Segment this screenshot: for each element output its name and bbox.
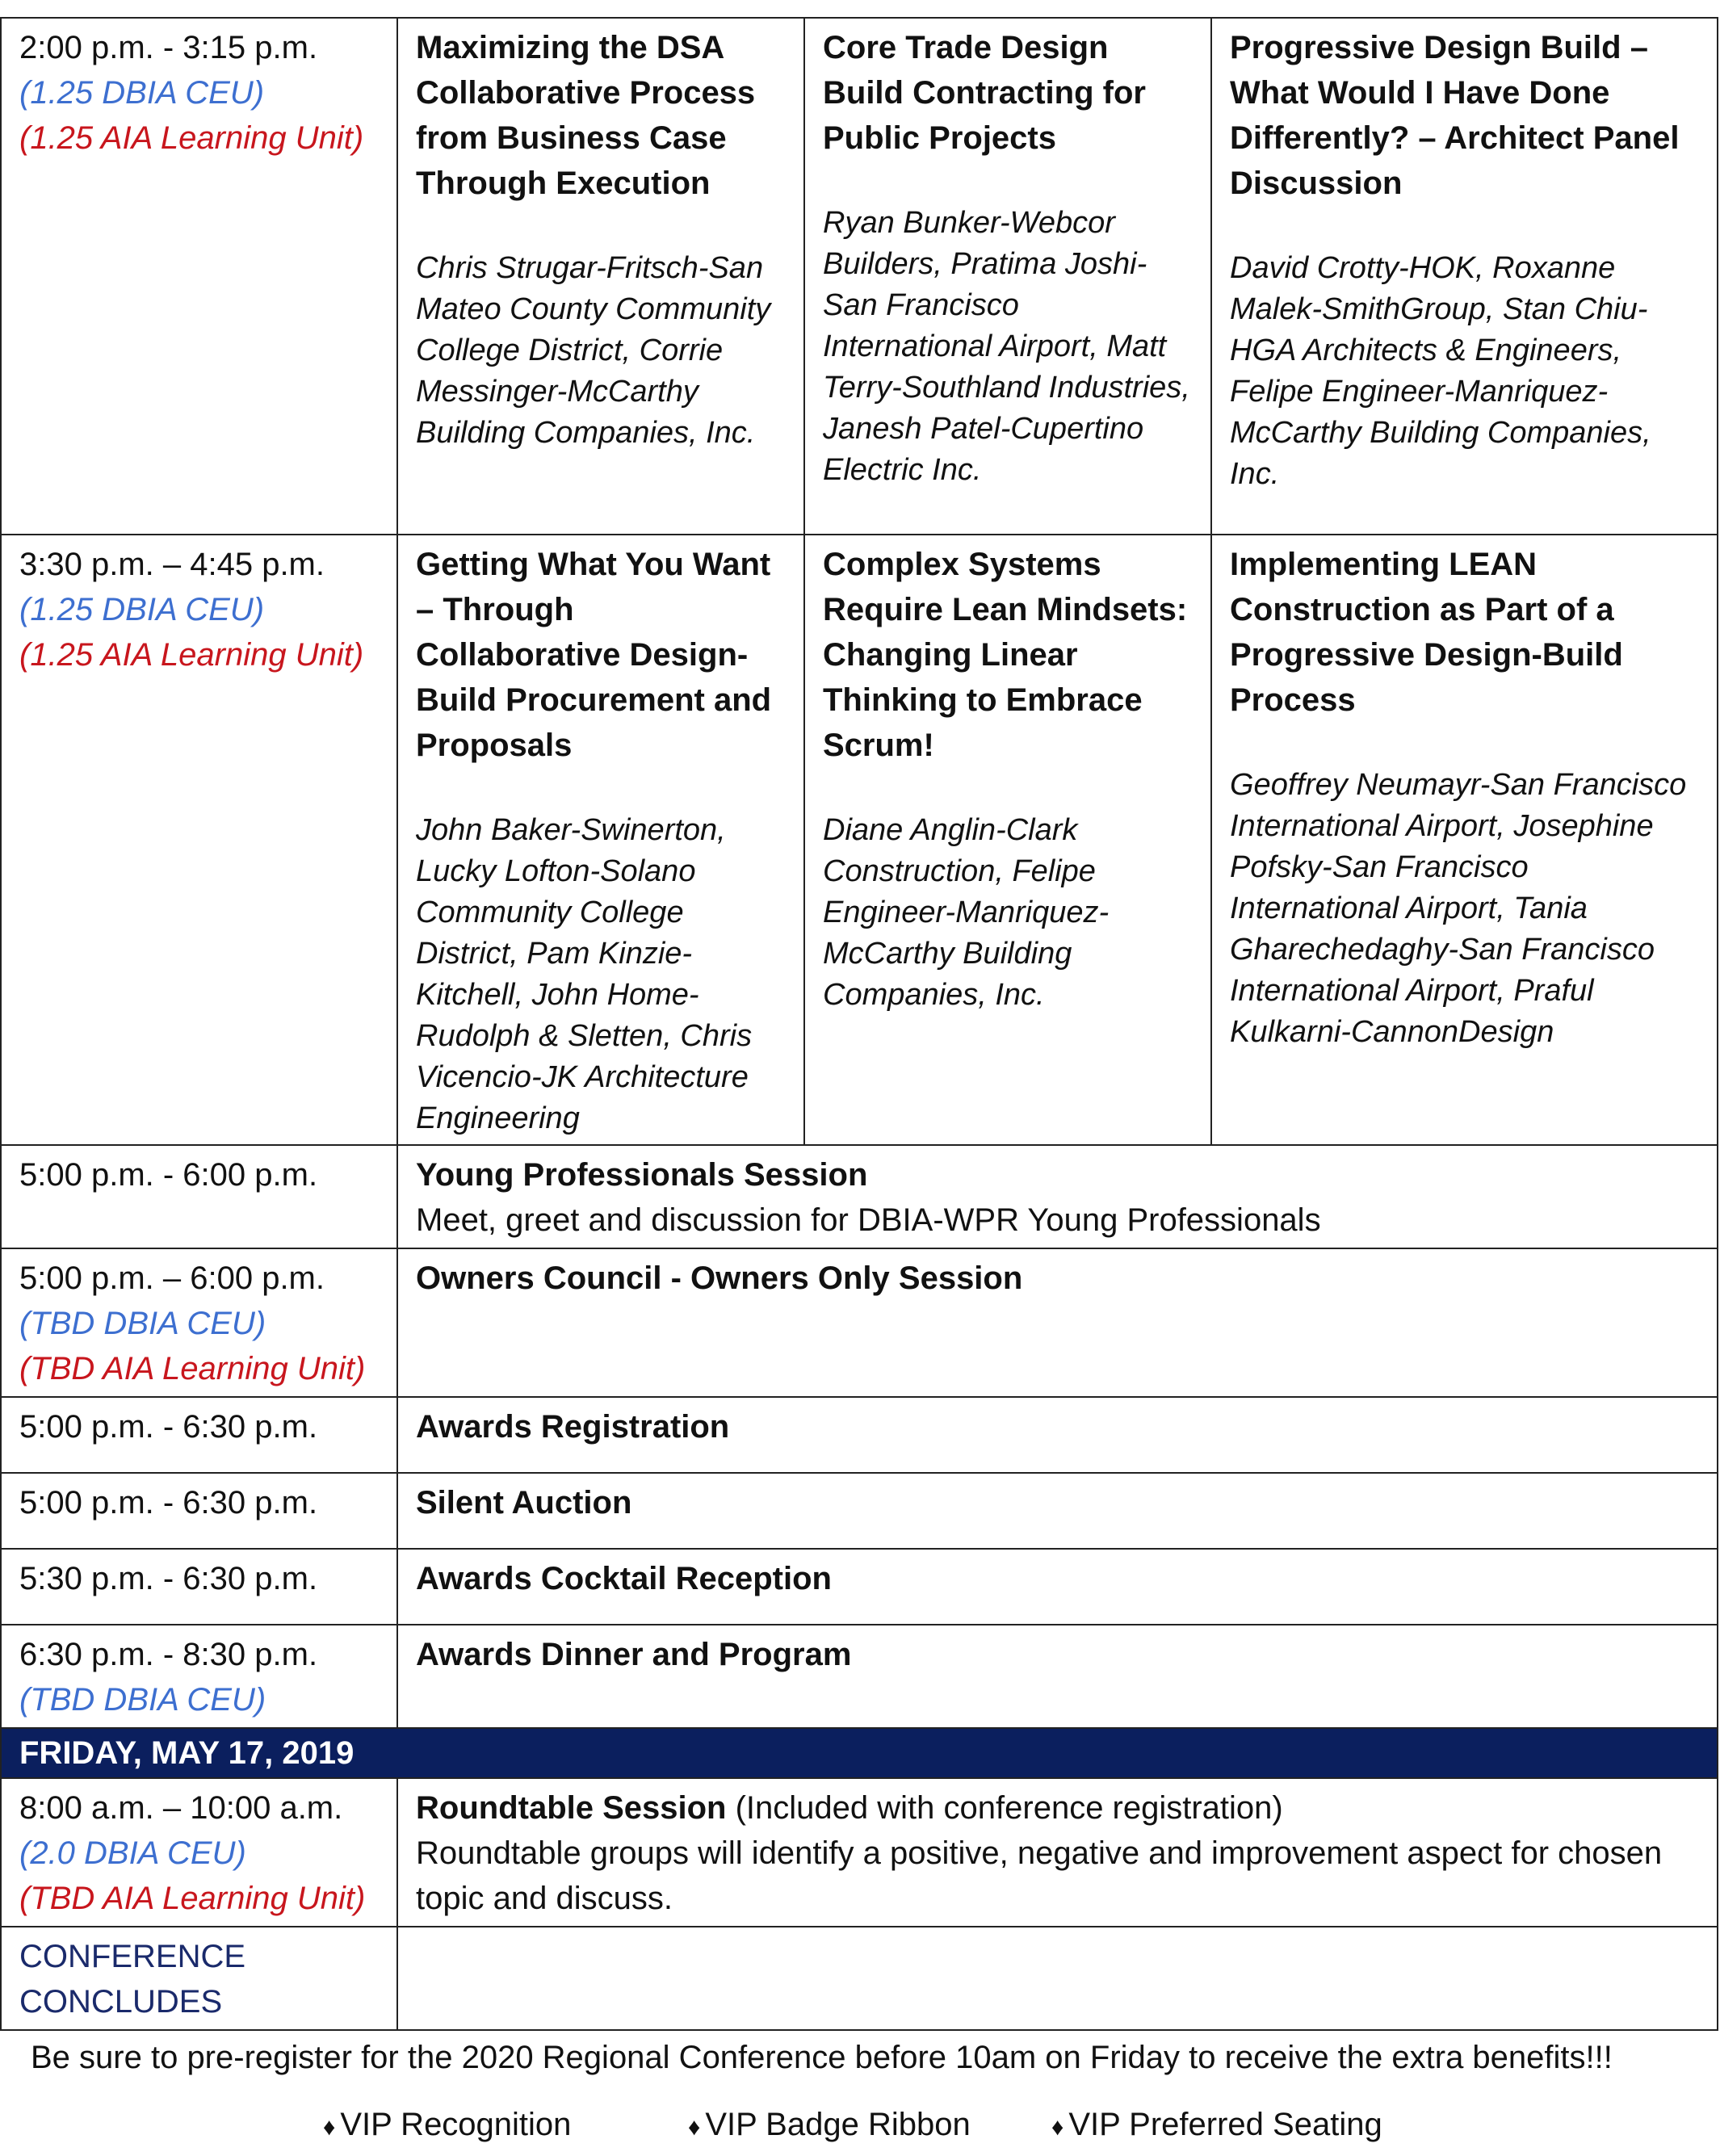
session-cell [397, 1397, 1718, 1473]
session-title: Implementing LEAN Construction as Part of a Progressive Design-Build Process [1230, 547, 1623, 718]
empty-cell [397, 1927, 1718, 2030]
owners-council-row [1, 1248, 1718, 1397]
session-description: Roundtable groups will identify a positive, negative and improvement aspect for chosen topic and discuss. [416, 1835, 1663, 1916]
agenda-table [0, 17, 1718, 2031]
session-heading [416, 1785, 1699, 1831]
session-title: Roundtable Session [416, 1790, 727, 1826]
track-cell [1211, 18, 1718, 535]
session-title: Silent Auction [416, 1485, 632, 1521]
diamond-bullet-icon: ♦ [688, 2114, 701, 2141]
time-cell [1, 535, 397, 1145]
aia-learning-unit: (1.25 AIA Learning Unit) [19, 120, 364, 156]
roundtable-row [1, 1778, 1718, 1927]
session-speakers: Geoffrey Neumayr-San Francisco International Airport, Josephine Pofsky-San Francisco International Airport, Tania Gharechedaghy-San Francisco International Airport, Praful Kulkarni-CannonDesign [1230, 768, 1687, 1049]
session-title: Getting What You Want – Through Collaborative Design-Build Procurement and Proposals [416, 547, 772, 763]
vip-benefit-label: VIP Preferred Seating [1068, 2107, 1382, 2142]
track-cell [804, 535, 1211, 1145]
session-speakers: Diane Anglin-Clark Construction, Felipe Engineer-Manriquez-McCarthy Building Companies, Inc. [823, 813, 1110, 1012]
aia-learning-unit: (TBD AIA Learning Unit) [19, 1351, 366, 1386]
awards-registration-row [1, 1397, 1718, 1473]
session-speakers: Chris Strugar-Fritsch-San Mateo County Community College District, Corrie Messinger-McCarthy Building Companies, Inc. [416, 251, 771, 450]
dbia-ceu: (1.25 DBIA CEU) [19, 592, 265, 627]
track-cell [397, 18, 804, 535]
session-cell [397, 1473, 1718, 1549]
time-cell [1, 1145, 397, 1248]
track-cell [397, 535, 804, 1145]
vip-benefit-item [688, 2102, 971, 2150]
session-title: Complex Systems Require Lean Mindsets: Changing Linear Thinking to Embrace Scrum! [823, 547, 1188, 763]
session-note: (Included with conference registration) [726, 1790, 1283, 1826]
session-time: 2:00 p.m. - 3:15 p.m. [19, 30, 318, 65]
time-cell [1, 1625, 397, 1728]
session-cell [397, 1778, 1718, 1927]
session-title: Awards Registration [416, 1409, 730, 1445]
session-speakers: Ryan Bunker-Webcor Builders, Pratima Joshi-San Francisco International Airport, Matt Terry-Southland Industries, Janesh Patel-Cupertino Electric Inc. [823, 206, 1190, 487]
session-description: Meet, greet and discussion for DBIA-WPR Young Professionals [416, 1202, 1321, 1238]
dbia-ceu: (1.25 DBIA CEU) [19, 75, 265, 111]
time-cell [1, 1549, 397, 1625]
aia-learning-unit: (1.25 AIA Learning Unit) [19, 637, 364, 673]
day-header-row [1, 1728, 1718, 1778]
session-time: 5:00 p.m. - 6:30 p.m. [19, 1409, 318, 1445]
conclusion-row [1, 1927, 1718, 2030]
session-time: 6:30 p.m. - 8:30 p.m. [19, 1637, 318, 1672]
session-title: Young Professionals Session [416, 1157, 868, 1193]
day-header: FRIDAY, MAY 17, 2019 [1, 1728, 1718, 1778]
session-cell [397, 1625, 1718, 1728]
dbia-ceu: (TBD DBIA CEU) [19, 1306, 266, 1341]
conclusion-line-2: CONCLUDES [19, 1984, 223, 2020]
time-cell [1, 1473, 397, 1549]
session-title: Progressive Design Build – What Would I Have Done Differently? – Architect Panel Discussion [1230, 30, 1680, 201]
time-cell [1, 1927, 397, 2030]
awards-dinner-row [1, 1625, 1718, 1728]
aia-learning-unit: (TBD AIA Learning Unit) [19, 1881, 366, 1916]
session-time: 5:00 p.m. – 6:00 p.m. [19, 1260, 325, 1296]
session-title: Core Trade Design Build Contracting for Public Projects [823, 30, 1146, 156]
session-row-block-2 [1, 535, 1718, 1145]
session-time: 5:30 p.m. - 6:30 p.m. [19, 1561, 318, 1596]
session-title: Awards Cocktail Reception [416, 1561, 832, 1596]
dbia-ceu: (2.0 DBIA CEU) [19, 1835, 246, 1871]
session-time: 3:30 p.m. – 4:45 p.m. [19, 547, 325, 582]
track-cell [1211, 535, 1718, 1145]
time-cell [1, 18, 397, 535]
preregister-note: Be sure to pre-register for the 2020 Regional Conference before 10am on Friday to receive the extra benefits!!! [31, 2040, 1613, 2075]
session-time: 8:00 a.m. – 10:00 a.m. [19, 1790, 343, 1826]
silent-auction-row [1, 1473, 1718, 1549]
vip-benefit-label: VIP Recognition [340, 2107, 572, 2142]
time-cell [1, 1778, 397, 1927]
vip-benefit-item [1051, 2102, 1382, 2150]
vip-benefits [0, 2102, 1720, 2147]
time-cell [1, 1248, 397, 1397]
vip-benefit-item [323, 2102, 571, 2150]
diamond-bullet-icon: ♦ [323, 2114, 336, 2141]
session-cell [397, 1549, 1718, 1625]
diamond-bullet-icon: ♦ [1051, 2114, 1064, 2141]
session-title: Maximizing the DSA Collaborative Process from Business Case Through Execution [416, 30, 756, 201]
dbia-ceu: (TBD DBIA CEU) [19, 1682, 266, 1718]
young-professionals-row [1, 1145, 1718, 1248]
session-speakers: David Crotty-HOK, Roxanne Malek-SmithGroup, Stan Chiu-HGA Architects & Engineers, Felipe Engineer-Manriquez-McCarthy Building Companies, Inc. [1230, 251, 1651, 491]
cocktail-reception-row [1, 1549, 1718, 1625]
session-cell [397, 1145, 1718, 1248]
track-cell [804, 18, 1211, 535]
session-title: Owners Council - Owners Only Session [416, 1260, 1023, 1296]
session-cell [397, 1248, 1718, 1397]
session-title: Awards Dinner and Program [416, 1637, 852, 1672]
session-row-block-1 [1, 18, 1718, 535]
session-time: 5:00 p.m. - 6:30 p.m. [19, 1485, 318, 1521]
session-time: 5:00 p.m. - 6:00 p.m. [19, 1157, 318, 1193]
time-cell [1, 1397, 397, 1473]
vip-benefit-label: VIP Badge Ribbon [705, 2107, 971, 2142]
session-speakers: John Baker-Swinerton, Lucky Lofton-Solano Community College District, Pam Kinzie-Kitchell, John Home-Rudolph & Sletten, Chris Vicencio-JK Architecture Engineering [416, 813, 753, 1135]
conclusion-line-1: CONFERENCE [19, 1939, 246, 1974]
